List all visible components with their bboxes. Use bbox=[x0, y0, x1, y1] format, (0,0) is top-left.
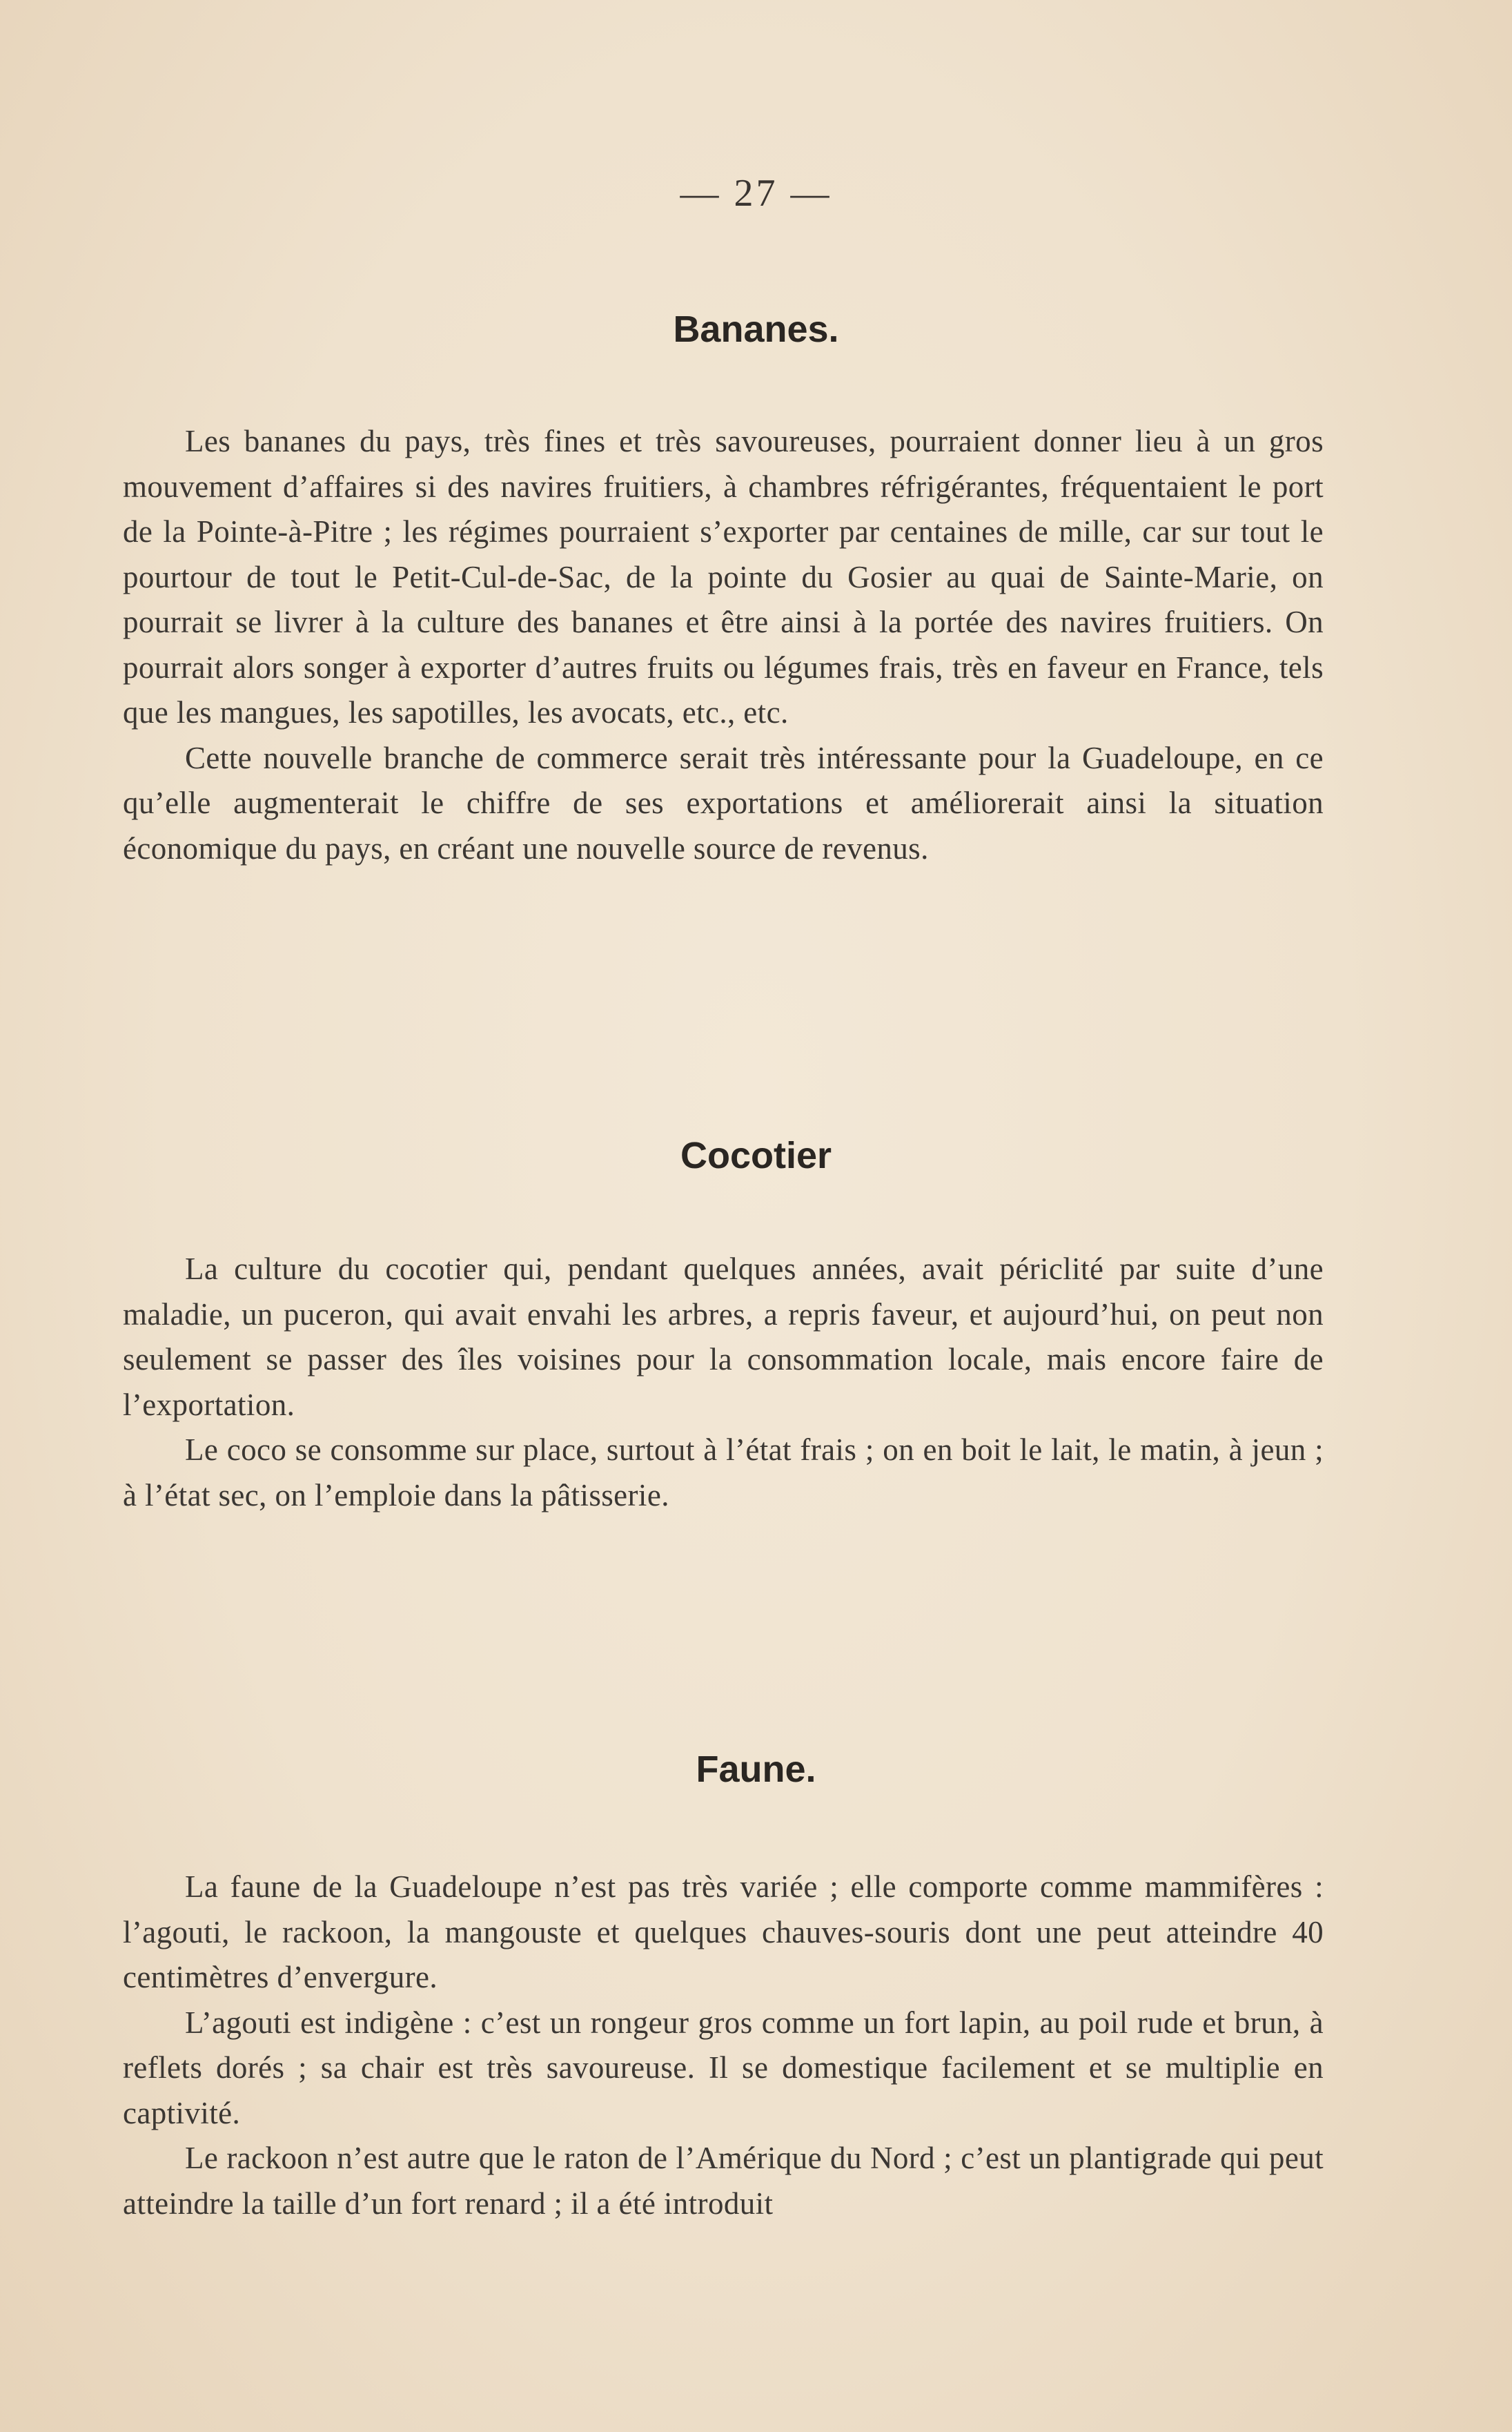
paragraph: Le rackoon n’est autre que le raton de l’Amérique du Nord ; c’est un plantigrade qui peut atteindre la taille d’un fort renard ; il a été introduit bbox=[123, 2141, 1324, 2221]
paragraph: L’agouti est indigène : c’est un rongeur gros comme un fort lapin, au poil rude et brun, à reflets dorés ; sa chair est très savoureuse. Il se domestique facilement et se multiplie en captivité. bbox=[123, 2005, 1324, 2130]
page-number: — 27 — bbox=[680, 172, 832, 215]
section-title-faune: Faune. bbox=[696, 1749, 816, 1790]
section-title-bananes: Bananes. bbox=[673, 309, 839, 350]
section-body-cocotier bbox=[123, 1247, 1324, 1518]
paragraph: La culture du cocotier qui, pendant quelques années, avait périclité par suite d’une maladie, un puceron, qui avait envahi les arbres, a repris faveur, et aujourd’hui, on peut non seulement se passer des îles voisines pour la consommation locale, mais encore faire de l’exportation. bbox=[123, 1252, 1324, 1422]
paragraph: Cette nouvelle branche de commerce serait très intéressante pour la Guadeloupe, en ce qu’elle augmenterait le chiffre de ses exportations et améliorerait ainsi la situation économique du pays, en créant une nouvelle source de revenus. bbox=[123, 740, 1324, 866]
paragraph: Le coco se consomme sur place, surtout à l’état frais ; on en boit le lait, le matin, à jeun ; à l’état sec, on l’emploie dans la pâtisserie. bbox=[123, 1432, 1324, 1512]
section-body-bananes bbox=[123, 419, 1324, 871]
paragraph: Les bananes du pays, très fines et très savoureuses, pourraient donner lieu à un gros mouvement d’affaires si des navires fruitiers, à chambres réfrigérantes, fréquentaient le port de la Pointe-à-Pitre ; les régimes pourraient s’exporter par centaines de mille, car sur tout le pourtour de tout le Petit-Cul-de-Sac, de la pointe du Gosier au quai de Sainte-Marie, on pourrait se livrer à la culture des bananes et être ainsi à la portée des navires fruitiers. On pourrait alors songer à exporter d’autres fruits ou légumes frais, très en faveur en France, tels que les mangues, les sapotilles, les avocats, etc., etc. bbox=[123, 424, 1324, 730]
section-body-faune bbox=[123, 1865, 1324, 2226]
paragraph: La faune de la Guadeloupe n’est pas très variée ; elle comporte comme mammifères : l’agouti, le rackoon, la mangouste et quelques chauves-souris dont une peut atteindre 40 centimètres d’envergure. bbox=[123, 1869, 1324, 1994]
section-title-cocotier: Cocotier bbox=[680, 1135, 832, 1176]
